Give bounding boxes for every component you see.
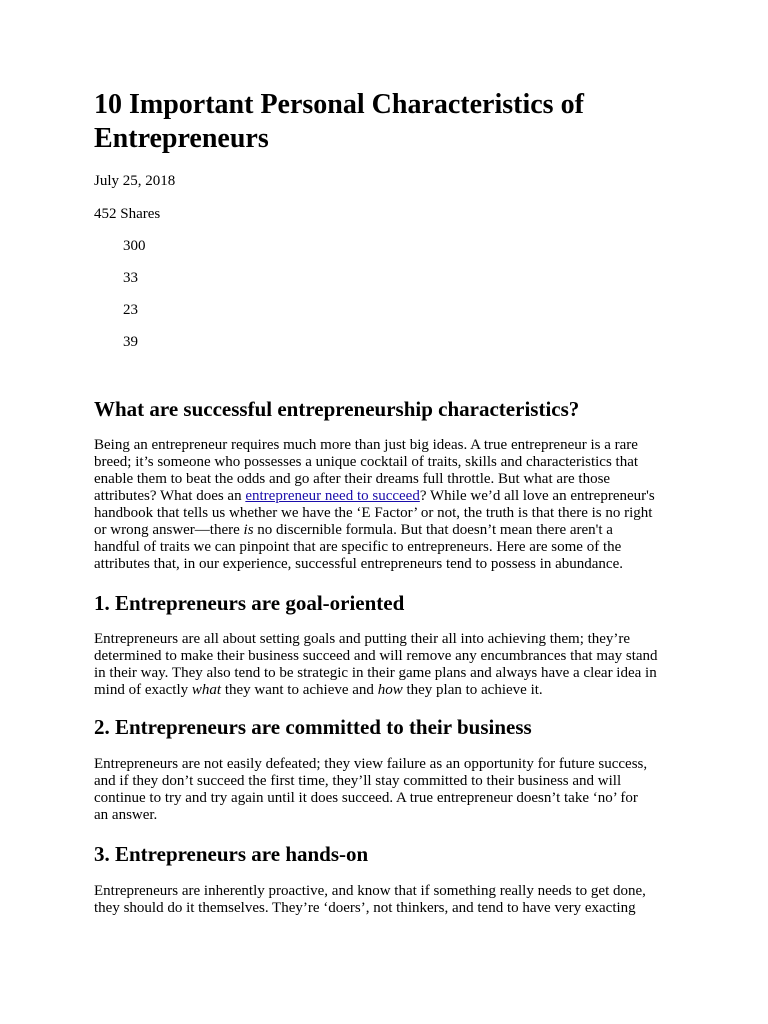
committed-paragraph [94,756,694,824]
share-count-item: 300 [123,238,146,254]
text-line: handful of traits we can pinpoint that are specific to entrepreneurs. Here are some of the [94,539,622,555]
text-line: continue to try and try again until it does succeed. A true entrepreneur doesn’t take ‘no’ for [94,790,638,806]
text-run: they plan to achieve it. [402,682,543,698]
text-line: Entrepreneurs are not easily defeated; they view failure as an opportunity for future success, [94,756,648,772]
text-line [94,522,694,539]
hands-on-paragraph [94,883,694,917]
article-title: 10 Important Personal Characteristics of Entrepreneurs [94,89,584,154]
share-count-item: 23 [123,302,138,318]
text-run: they want to achieve and [221,682,378,698]
goal-oriented-paragraph [94,631,694,699]
text-line: Being an entrepreneur requires much more than just big ideas. A true entrepreneur is a rare [94,437,638,453]
intro-paragraph [94,437,694,573]
text-run: ? While we’d all love an entrepreneur's [419,488,655,504]
text-line: an answer. [94,807,158,823]
emphasis: what [191,682,222,698]
text-line: enable them to beat the odds and go after their dreams full throttle. But what are those [94,471,611,487]
text-line: they should do it themselves. They’re ‘doers’, not thinkers, and tend to have very exacting [94,900,636,916]
text-run: no discernible formula. But that doesn’t mean there aren't a [253,522,613,538]
section-heading-intro: What are successful entrepreneurship characteristics? [94,397,580,421]
publish-date: July 25, 2018 [94,173,176,189]
text-line: determined to make their business succeed and will remove any encumbrances that may stand [94,648,658,664]
text-line: and if they don’t succeed the first time, they’ll stay committed to their business and will [94,773,622,789]
text-line: Entrepreneurs are inherently proactive, and know that if something really needs to get done, [94,883,646,899]
text-line: attributes that, in our experience, successful entrepreneurs tend to possess in abundance. [94,556,623,572]
section-heading-committed: 2. Entrepreneurs are committed to their business [94,715,532,739]
emphasis: how [377,682,403,698]
share-count-item: 33 [123,270,138,286]
text-line: handbook that tells us whether we have the ‘E Factor’ or not, the truth is that there is no right [94,505,653,521]
shares-count: 452 Shares [94,206,161,222]
emphasis: is [243,522,254,538]
text-line [94,682,694,699]
text-run: or wrong answer—there [94,522,244,538]
entrepreneur-need-to-succeed-link[interactable]: entrepreneur need to succeed [245,488,420,504]
text-line [94,488,694,505]
text-run: attributes? What does an [94,488,246,504]
text-run: mind of exactly [94,682,192,698]
text-line: breed; it’s someone who possesses a unique cocktail of traits, skills and characteristics that [94,454,639,470]
section-heading-hands-on: 3. Entrepreneurs are hands-on [94,842,369,866]
share-count-item: 39 [123,334,138,350]
text-line: in their way. They also tend to be strategic in their game plans and always have a clear idea in [94,665,657,681]
text-line: Entrepreneurs are all about setting goals and putting their all into achieving them; they’re [94,631,631,647]
section-heading-goal-oriented: 1. Entrepreneurs are goal-oriented [94,591,405,615]
